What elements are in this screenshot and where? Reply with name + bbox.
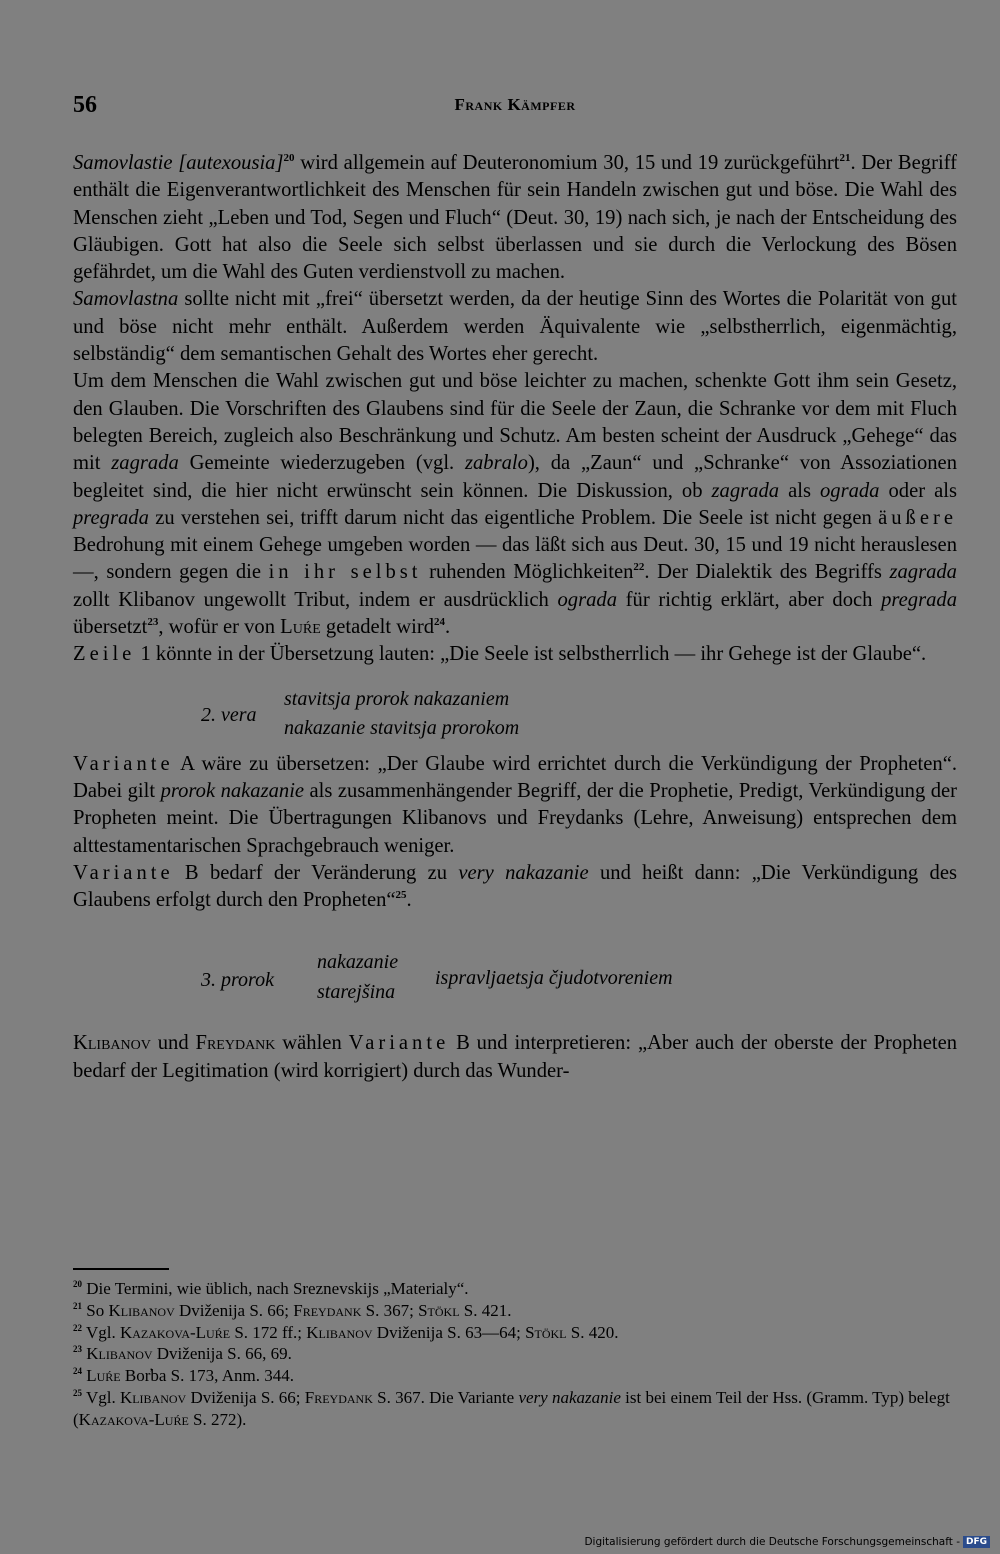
- paragraph-5: Variante A wäre zu übersetzen: „Der Glaube wird errichtet durch die Verkündigung der Propheten“. Dabei gilt prorok nakazanie als zusammenhängender Begriff, der die Prophetie, Predigt, Verkündigung der Propheten meint. Die Übertragungen Klibanovs und Freydanks (Lehre, Anweisung) entsprechen dem alttestamentarischen Sprachgebrauch weniger.: [73, 752, 957, 857]
- footnotes: [73, 1278, 957, 1431]
- term-samovlastie: Samovlastie [autexousia]: [73, 152, 284, 174]
- digitization-credit: Digitalisierung gefördert durch die Deutsche Forschungsgemeinschaft - DFG: [584, 1536, 990, 1548]
- verse-remainder: ispravljaetsja čjudotvoreniem: [435, 967, 673, 990]
- page-number: 56: [73, 92, 97, 118]
- emphasis: Variante: [73, 861, 174, 884]
- verse-variant-a: nakazanie: [317, 951, 399, 974]
- footnote-ref[interactable]: 25: [395, 889, 407, 902]
- paragraph-1: Samovlastie [autexousia]$^{20}$ wird allgemein auf Deuteronomium 30, 15 und 19 zurückgeführt$^{21}$. Der Begriff enthält die Eigenverantwortlichkeit des Menschen für sein Handeln zwischen gut und böse. Die Wahl des Menschen zieht „Leben und Tod, Segen und Fluch“ (Deut. 30, 19) nach sich, je nach der Entscheidung des Gläubigen. Gott hat also die Seele sich selbst überlassen und sie durch die Verlockung des Bösen gefährdet, um die Wahl des Guten verdienstvoll zu machen.: [73, 152, 958, 284]
- footnote-ref[interactable]: 22: [633, 561, 645, 574]
- author-name: Luŕe: [280, 616, 321, 639]
- term-samovlastna: Samovlastna: [73, 288, 179, 311]
- author-name: Freydank: [195, 1032, 276, 1055]
- footnote-25: $^{25}$ Vgl. Klibanov Dviženija S. 66; Freydank S. 367. Die Variante very nakazanie ist bei einem Teil der Hss. (Gramm. Typ) belegt (Kazakova-Luŕe S. 272).: [73, 1387, 950, 1429]
- page-header: [73, 88, 957, 124]
- author-name: Klibanov: [73, 1032, 151, 1055]
- emphasis: Variante: [73, 752, 174, 775]
- verse-2: [73, 687, 957, 751]
- verse-number: 3. prorok: [201, 969, 274, 992]
- footnote-ref[interactable]: 20: [283, 152, 295, 164]
- body-text: [73, 150, 957, 1085]
- verse-variant-b: starejšina: [317, 981, 396, 1004]
- emphasis: äußere: [878, 506, 957, 529]
- footnote-21: $^{21}$ So Klibanov Dviženija S. 66; Freydank S. 367; Stökl S. 421.: [73, 1300, 512, 1320]
- footnote-ref[interactable]: 24: [434, 616, 445, 629]
- verse-number: 2. vera: [201, 703, 257, 726]
- footnote-20: $^{20}$ Die Termini, wie üblich, nach Sreznevskijs „Materialy“.: [73, 1279, 469, 1298]
- footnote-ref[interactable]: 21: [839, 152, 851, 164]
- paragraph-6: Variante B bedarf der Veränderung zu very nakazanie und heißt dann: „Die Verkündigung des Glaubens erfolgt durch den Propheten“$^{25}$.: [73, 861, 957, 912]
- verse-variant-b: nakazanie stavitsja prorokom: [284, 716, 520, 739]
- footnote-23: $^{23}$ Klibanov Dviženija S. 66, 69.: [73, 1344, 292, 1364]
- footnote-24: $^{24}$ Luŕe Bor̕ba S. 173, Anm. 344.: [73, 1366, 294, 1386]
- emphasis: Variante: [348, 1032, 450, 1055]
- running-head: Frank Kämpfer: [454, 95, 576, 114]
- dfg-logo[interactable]: DFG: [963, 1536, 990, 1548]
- paragraph-2: Samovlastna sollte nicht mit „frei“ übersetzt werden, da der heutige Sinn des Wortes die Polarität von gut und böse nicht mehr enthält. Außerdem werden Äquivalente wie „selbstherrlich, eigenmächtig, selbständig“ dem semantischen Gehalt des Wortes eher gerecht.: [73, 288, 957, 366]
- emphasis: in ihr selbst: [268, 561, 422, 584]
- paragraph-7: Klibanov und Freydank wählen Variante B und interpretieren: „Aber auch der oberste der Propheten bedarf der Legitimation (wird korrigiert) durch das Wunder-: [73, 1032, 958, 1082]
- verse-3: [73, 950, 957, 1010]
- page: [73, 88, 957, 1085]
- footnote-divider: [73, 1268, 169, 1270]
- footnote-22: $^{22}$ Vgl. Kazakova-Luŕe S. 172 ff.; Klibanov Dviženija S. 63—64; Stökl S. 420.: [73, 1322, 619, 1342]
- paragraph-3: Um dem Menschen die Wahl zwischen gut und böse leichter zu machen, schenkte Gott ihm sein Gesetz, den Glauben. Die Vorschriften des Glaubens sind für die Seele der Zaun, die Schranke vor dem mit Fluch belegten Bereich, zugleich also Beschränkung und Schutz. Am besten scheint der Ausdruck „Gehege“ das mit zagrada Gemeinte wiederzugeben (vgl. zabralo), da „Zaun“ und „Schranke“ von Assoziationen begleitet sind, die hier nicht erwünscht sein können. Die Diskussion, ob zagrada als ograda oder als pregrada zu verstehen sei, trifft darum nicht das eigentliche Problem. Die Seele ist nicht gegen äußere Bedrohung mit einem Gehege umgeben worden — das läßt sich aus Deut. 30, 15 und 19 nicht herauslesen —, sondern gegen die in ihr selbst ruhenden Möglichkeiten$^{22}$. Der Dialektik des Begriffs zagrada zollt Klibanov ungewollt Tribut, indem er ausdrücklich ograda für richtig erklärt, aber doch pregrada übersetzt$^{23}$, wofür er von Luŕe getadelt wird$^{24}$.: [73, 370, 958, 639]
- footnote-ref[interactable]: 23: [147, 616, 159, 629]
- emphasis: Zeile: [73, 643, 136, 666]
- verse-variant-a: stavitsja prorok nakazaniem: [284, 687, 510, 710]
- paragraph-4: Zeile 1 könnte in der Übersetzung lauten: „Die Seele ist selbstherrlich — ihr Gehege ist der Glaube“.: [73, 643, 927, 666]
